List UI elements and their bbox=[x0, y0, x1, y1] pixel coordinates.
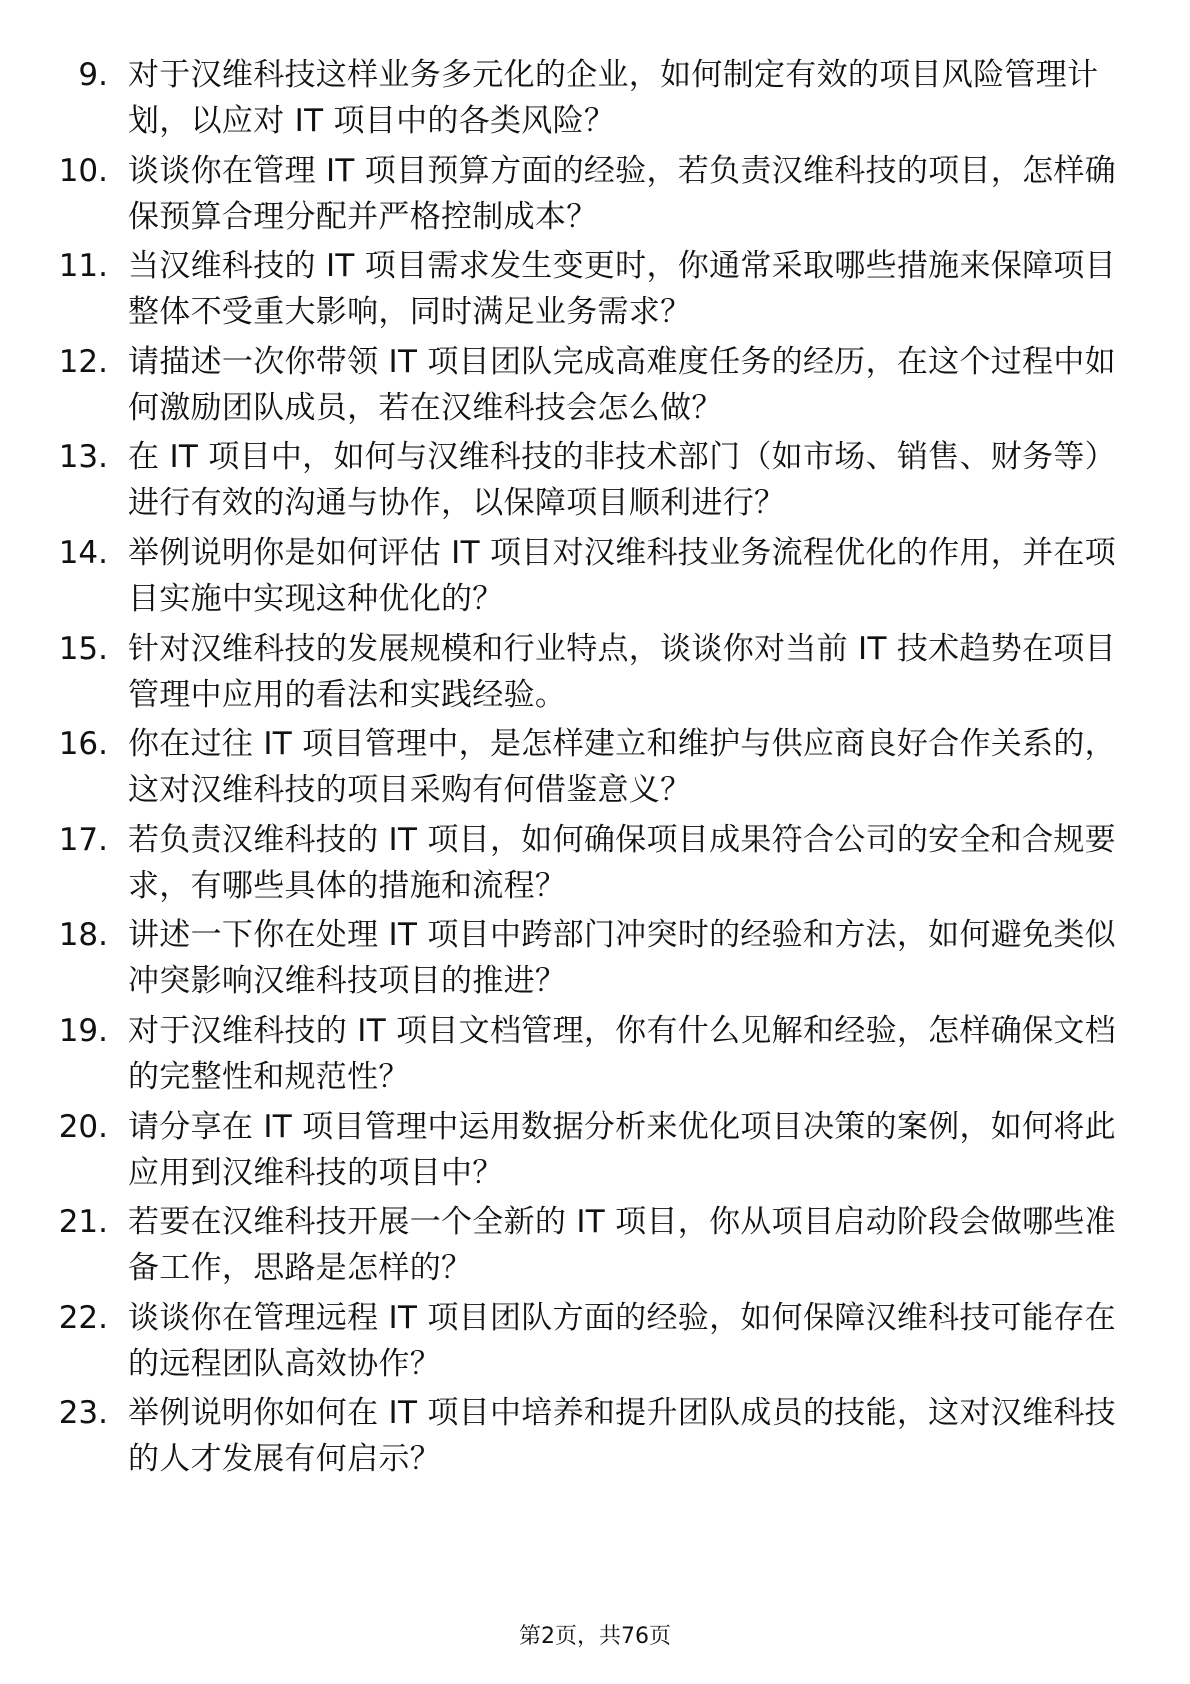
question-item-16 bbox=[0, 721, 1190, 817]
question-text: 谈谈你在管理远程 IT 项目团队方面的经验，如何保障汉维科技可能存在的远程团队高效协作？ bbox=[128, 1299, 1116, 1382]
question-number: 23. bbox=[58, 1395, 108, 1432]
question-text: 谈谈你在管理 IT 项目预算方面的经验，若负责汉维科技的项目，怎样确保预算合理分配并严格控制成本？ bbox=[128, 152, 1116, 235]
question-text: 请分享在 IT 项目管理中运用数据分析来优化项目决策的案例，如何将此应用到汉维科技的项目中？ bbox=[128, 1108, 1116, 1191]
question-item-17 bbox=[0, 817, 1190, 913]
question-item-19 bbox=[0, 1008, 1190, 1104]
question-text: 若要在汉维科技开展一个全新的 IT 项目，你从项目启动阶段会做哪些准备工作，思路是怎样的？ bbox=[128, 1204, 1116, 1287]
question-number: 12. bbox=[58, 343, 108, 380]
question-text: 对于汉维科技这样业务多元化的企业，如何制定有效的项目风险管理计划，以应对 IT 项目中的各类风险？ bbox=[128, 57, 1099, 139]
question-number: 19. bbox=[58, 1012, 108, 1049]
question-item-15 bbox=[0, 626, 1190, 722]
question-list bbox=[0, 52, 1190, 1486]
question-item-13 bbox=[0, 434, 1190, 530]
question-number: 11. bbox=[58, 248, 108, 285]
question-text: 在 IT 项目中，如何与汉维科技的非技术部门（如市场、销售、财务等）进行有效的沟通与协作，以保障项目顺利进行？ bbox=[128, 439, 1116, 522]
question-item-14 bbox=[0, 530, 1190, 626]
question-text: 当汉维科技的 IT 项目需求发生变更时，你通常采取哪些措施来保障项目整体不受重大影响，同时满足业务需求？ bbox=[128, 248, 1116, 331]
question-number: 16. bbox=[58, 726, 108, 763]
question-number: 18. bbox=[58, 917, 108, 954]
question-number: 10. bbox=[58, 152, 108, 189]
question-number: 13. bbox=[58, 439, 108, 476]
question-number: 17. bbox=[58, 821, 108, 858]
question-item-10 bbox=[0, 148, 1190, 244]
page-footer: 第2页，共76页 bbox=[519, 1624, 671, 1649]
question-text: 针对汉维科技的发展规模和行业特点，谈谈你对当前 IT 技术趋势在项目管理中应用的看法和实践经验。 bbox=[128, 630, 1116, 713]
question-text: 对于汉维科技的 IT 项目文档管理，你有什么见解和经验，怎样确保文档的完整性和规范性？ bbox=[128, 1012, 1116, 1095]
question-text: 请描述一次你带领 IT 项目团队完成高难度任务的经历，在这个过程中如何激励团队成员，若在汉维科技会怎么做？ bbox=[128, 343, 1116, 426]
question-number: 20. bbox=[58, 1108, 108, 1145]
question-text: 若负责汉维科技的 IT 项目，如何确保项目成果符合公司的安全和合规要求，有哪些具体的措施和流程？ bbox=[128, 821, 1116, 904]
question-number: 9. bbox=[78, 57, 108, 93]
question-item-9 bbox=[0, 52, 1190, 148]
question-text: 举例说明你是如何评估 IT 项目对汉维科技业务流程优化的作用，并在项目实施中实现这种优化的？ bbox=[128, 534, 1116, 617]
question-item-21 bbox=[0, 1199, 1190, 1295]
question-item-20 bbox=[0, 1104, 1190, 1200]
question-text: 你在过往 IT 项目管理中，是怎样建立和维护与供应商良好合作关系的，这对汉维科技的项目采购有何借鉴意义？ bbox=[128, 726, 1116, 809]
question-item-11 bbox=[0, 243, 1190, 339]
question-item-22 bbox=[0, 1295, 1190, 1391]
question-number: 21. bbox=[58, 1204, 108, 1241]
question-item-18 bbox=[0, 912, 1190, 1008]
question-item-12 bbox=[0, 339, 1190, 435]
question-number: 14. bbox=[58, 534, 108, 571]
question-item-23 bbox=[0, 1390, 1190, 1486]
question-text: 讲述一下你在处理 IT 项目中跨部门冲突时的经验和方法，如何避免类似冲突影响汉维科技项目的推进？ bbox=[128, 917, 1116, 1000]
question-text: 举例说明你如何在 IT 项目中培养和提升团队成员的技能，这对汉维科技的人才发展有何启示？ bbox=[128, 1395, 1116, 1478]
question-number: 22. bbox=[58, 1299, 108, 1336]
question-number: 15. bbox=[58, 630, 108, 667]
